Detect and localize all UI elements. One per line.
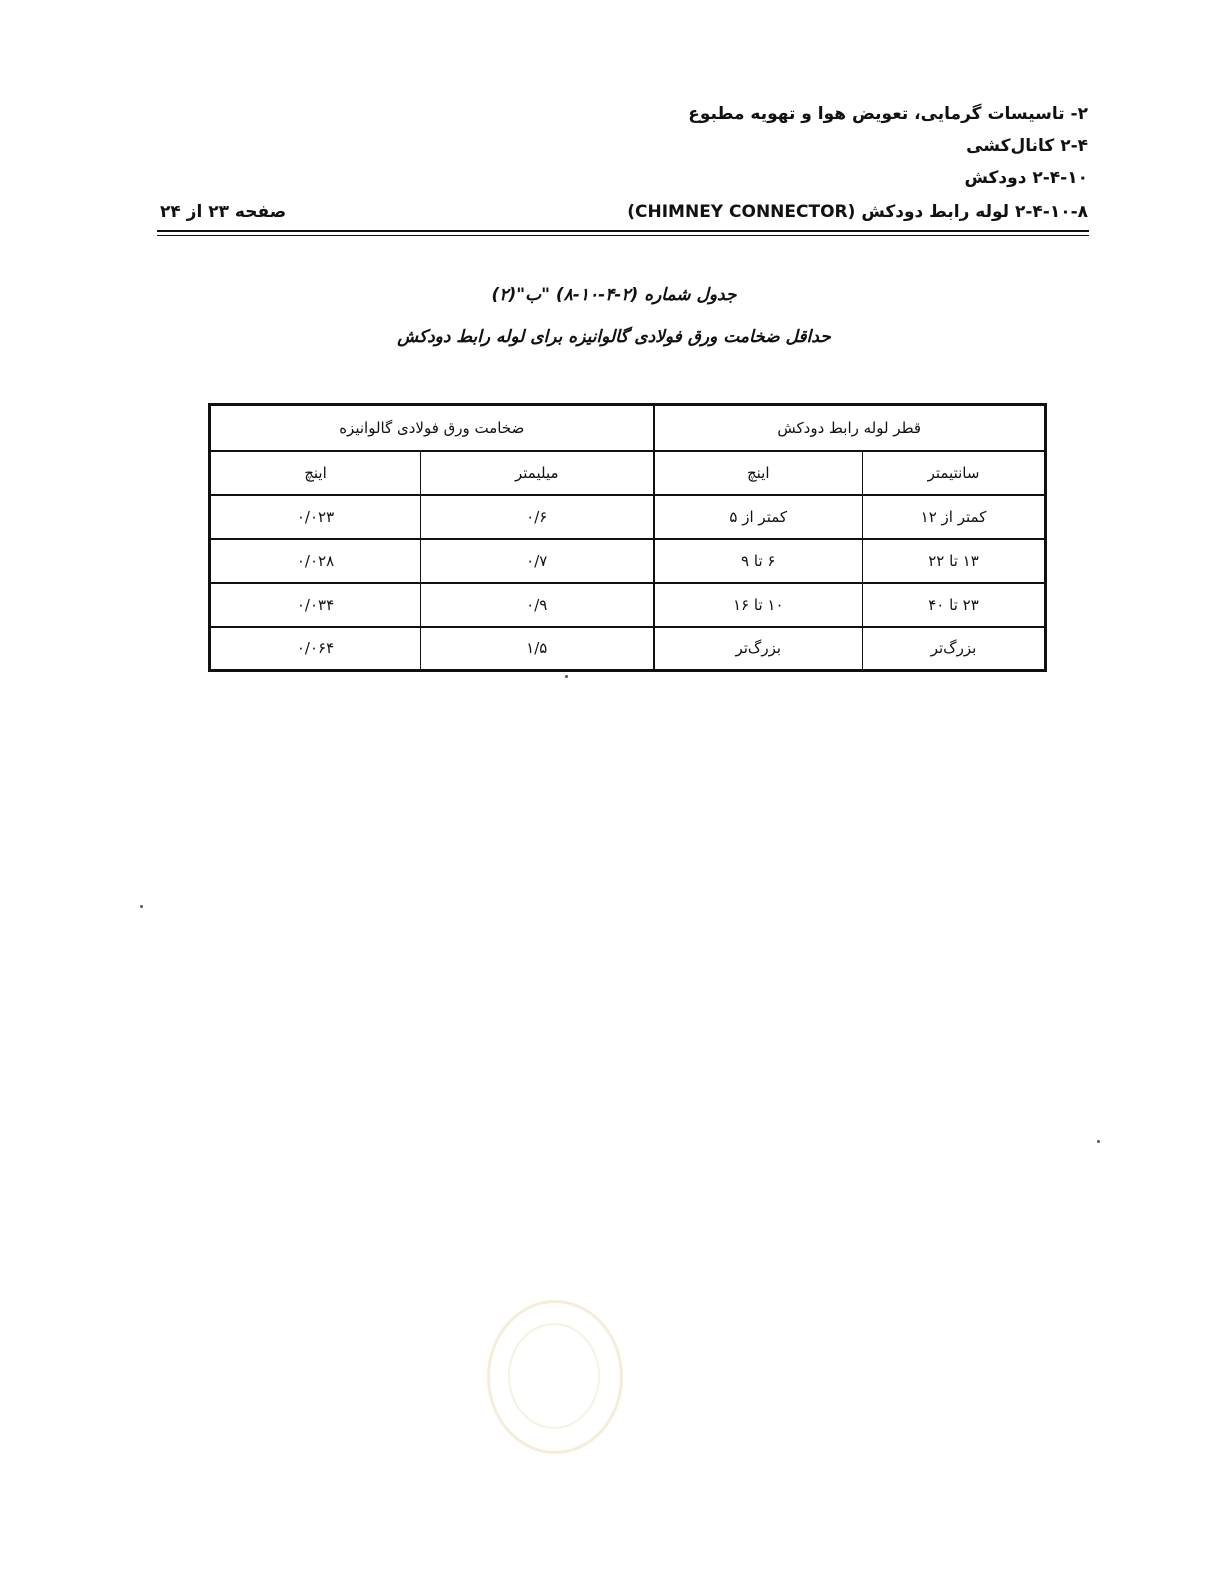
table-cell: کمتر از ۱۲	[863, 495, 1046, 539]
header-topic: ۲-۴-۱۰-۸ لوله رابط دودکش (CHIMNEY CONNECTOR)	[627, 202, 1088, 222]
col-header-cm: سانتیمتر	[863, 451, 1046, 495]
table-title: جدول شماره (۲-۴-۱۰-۸) "ب"(۲)	[491, 285, 737, 305]
table-cell: ۱۰ تا ۱۶	[654, 583, 863, 627]
table-cell: ۰/۰۲۸	[210, 539, 421, 583]
table-row	[210, 583, 1046, 627]
table-subtitle: حداقل ضخامت ورق فولادی گالوانیزه برای لوله رابط دودکش	[397, 327, 831, 347]
table-group-header-row	[210, 405, 1046, 451]
table-cell: ۰/۰۲۳	[210, 495, 421, 539]
table-cell: ۱۳ تا ۲۲	[863, 539, 1046, 583]
scan-speck	[1097, 1140, 1100, 1143]
scan-speck	[565, 675, 568, 678]
col-header-inch-thickness: اینچ	[210, 451, 421, 495]
header-rule-thick	[157, 230, 1089, 232]
header-subsection: ۲-۴-۱۰ دودکش	[964, 168, 1088, 188]
table-cell: ۰/۰۳۴	[210, 583, 421, 627]
table-column-header-row	[210, 451, 1046, 495]
col-header-inch: اینچ	[654, 451, 863, 495]
scan-speck	[140, 905, 143, 908]
thickness-table	[208, 403, 1047, 672]
table-cell: ۰/۶	[421, 495, 654, 539]
watermark-seal	[487, 1300, 623, 1454]
table-cell: ۰/۰۶۴	[210, 627, 421, 671]
table-cell: ۰/۹	[421, 583, 654, 627]
header-chapter: ۲- تاسیسات گرمایی، تعویض هوا و تهویه مطبوع	[688, 104, 1088, 124]
table-cell: ۶ تا ۹	[654, 539, 863, 583]
page-number: صفحه ۲۳ از ۲۴	[160, 202, 287, 222]
table-cell: بزرگ‌تر	[863, 627, 1046, 671]
table-cell: کمتر از ۵	[654, 495, 863, 539]
table-row	[210, 627, 1046, 671]
table-cell: ۱/۵	[421, 627, 654, 671]
table-cell: ۲۳ تا ۴۰	[863, 583, 1046, 627]
col-header-mm: میلیمتر	[421, 451, 654, 495]
group-header-diameter: قطر لوله رابط دودکش	[654, 405, 1046, 451]
table-cell: بزرگ‌تر	[654, 627, 863, 671]
table-row	[210, 495, 1046, 539]
group-header-thickness: ضخامت ورق فولادی گالوانیزه	[210, 405, 654, 451]
table-row	[210, 539, 1046, 583]
table-cell: ۰/۷	[421, 539, 654, 583]
header-rule-thin	[157, 235, 1089, 236]
header-section: ۲-۴ کانال‌کشی	[966, 136, 1088, 156]
